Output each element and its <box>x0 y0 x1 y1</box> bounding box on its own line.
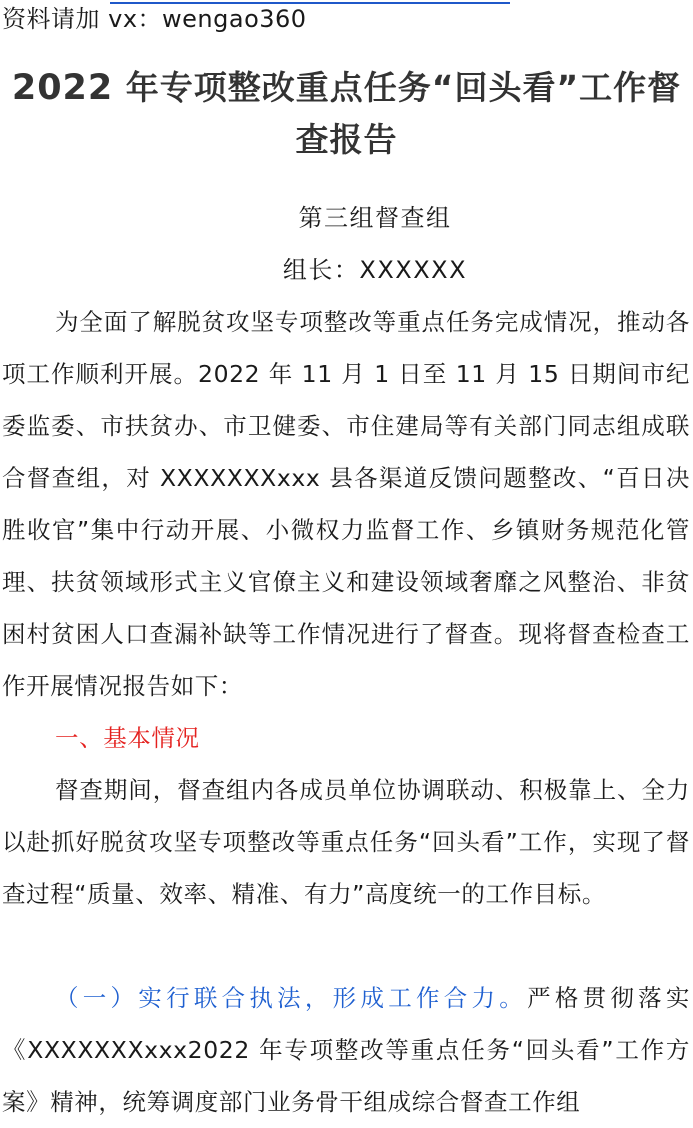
title-line2: 查报告 <box>295 120 398 159</box>
title-year: 2022 <box>11 68 114 108</box>
section1-heading: 一、基本情况 <box>55 724 200 752</box>
subsection1-heading: （一）实行联合执法，形成工作合力。 <box>55 984 528 1012</box>
group-name: 第三组督查组 <box>298 204 452 232</box>
group-leader: 组长：XXXXXX <box>282 256 468 284</box>
subsection1-text: 严格贯彻落实《XXXXXXXxxx2022 年专项整改等重点任务“回头看”工作方案》精神，统筹调度部门业务骨干组成综合督查工作组 <box>2 984 691 1116</box>
section1-paragraph: 督查期间，督查组内各成员单位协调联动、积极靠上、全力以赴抓好脱贫攻坚专项整改等重点任务“回头看”工作，实现了督查过程“质量、效率、精准、有力”高度统一的工作目标。 <box>2 776 690 908</box>
subsection1-paragraph <box>2 972 690 1128</box>
contact-line: 资料请加 vx：wengao360 <box>2 5 307 33</box>
document-title <box>0 62 693 166</box>
intro-paragraph: 为全面了解脱贫攻坚专项整改等重点任务完成情况，推动各项工作顺利开展。2022 年 11 月 1 日至 11 月 15 日期间市纪委监委、市扶贫办、市卫健委、市住建局等有关部门同志组成联合督查组，对 XXXXXXXxxx 县各渠道反馈问题整改、“百日决胜收官”集中行动开展、小微权力监督工作、乡镇财务规范化管理、扶贫领域形式主义官僚主义和建设领域奢靡之风整治、非贫困村贫困人口查漏补缺等工作情况进行了督查。现将督查检查工作开展情况报告如下： <box>2 308 690 700</box>
title-line1: 年专项整改重点任务“回头看”工作督 <box>113 68 682 107</box>
